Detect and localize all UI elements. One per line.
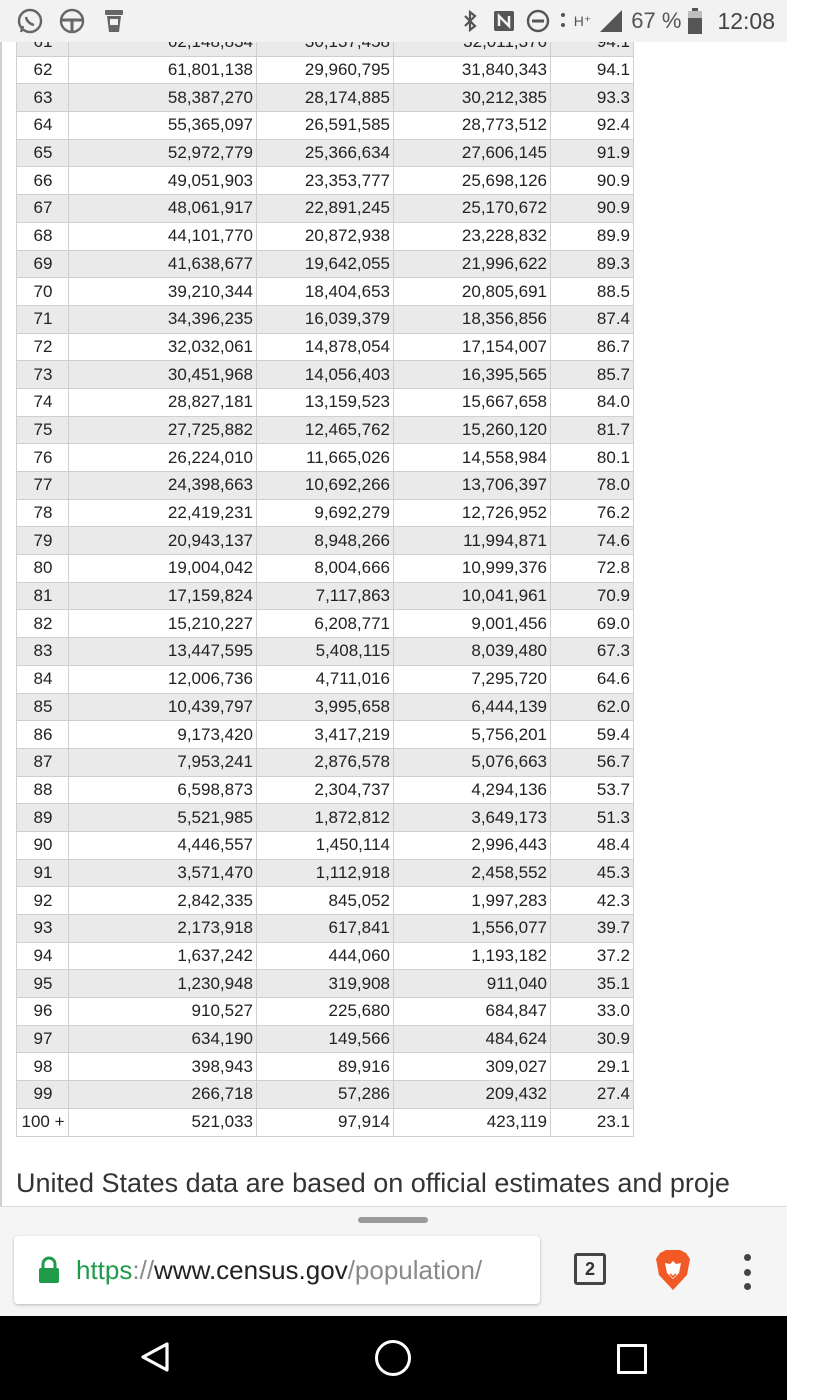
cell-ratio: 53.7: [551, 776, 634, 804]
cell-female: 18,356,856: [394, 305, 551, 333]
cell-total: 24,398,663: [69, 472, 257, 500]
cell-ratio: 91.9: [551, 139, 634, 167]
table-row: [17, 195, 634, 223]
cell-female: 423,119: [394, 1108, 551, 1136]
system-navigation-bar: [0, 1316, 787, 1400]
table-row: [17, 721, 634, 749]
cell-male: 14,878,054: [257, 333, 394, 361]
cell-ratio: 48.4: [551, 831, 634, 859]
table-row: [17, 499, 634, 527]
cell-male: 225,680: [257, 998, 394, 1026]
cell-male: 845,052: [257, 887, 394, 915]
cell-female: 20,805,691: [394, 278, 551, 306]
cell-total: 52,972,779: [69, 139, 257, 167]
cell-female: 5,076,663: [394, 748, 551, 776]
table-row: [17, 361, 634, 389]
cell-male: 2,876,578: [257, 748, 394, 776]
table-row: [17, 472, 634, 500]
cell-total: 7,953,241: [69, 748, 257, 776]
cell-total: 15,210,227: [69, 610, 257, 638]
cell-age: 89: [17, 804, 69, 832]
cell-total: 634,190: [69, 1025, 257, 1053]
cell-male: 12,465,762: [257, 416, 394, 444]
cell-male: 25,366,634: [257, 139, 394, 167]
cell-total: 12,006,736: [69, 665, 257, 693]
menu-dot: [744, 1254, 751, 1261]
system-icons: [456, 7, 787, 35]
table-row: [17, 250, 634, 278]
cell-age: 92: [17, 887, 69, 915]
cell-total: 10,439,797: [69, 693, 257, 721]
cell-ratio: 56.7: [551, 748, 634, 776]
cell-ratio: 72.8: [551, 555, 634, 583]
cell-total: 5,521,985: [69, 804, 257, 832]
cell-age: 90: [17, 831, 69, 859]
cell-female: 2,996,443: [394, 831, 551, 859]
menu-dot: [744, 1283, 751, 1290]
cell-total: 32,032,061: [69, 333, 257, 361]
cell-total: 26,224,010: [69, 444, 257, 472]
cell-ratio: 89.3: [551, 250, 634, 278]
cell-total: 521,033: [69, 1108, 257, 1136]
cell-total: 19,004,042: [69, 555, 257, 583]
tab-switcher-button[interactable]: [574, 1253, 606, 1285]
cell-total: 2,842,335: [69, 887, 257, 915]
cell-ratio: 81.7: [551, 416, 634, 444]
cell-age: 62: [17, 56, 69, 84]
table-row: [17, 112, 634, 140]
cell-total: 17,159,824: [69, 582, 257, 610]
status-bar: [0, 0, 787, 42]
cell-male: 23,353,777: [257, 167, 394, 195]
table-row: [17, 831, 634, 859]
cell-total: 28,827,181: [69, 388, 257, 416]
cell-ratio: 93.3: [551, 84, 634, 112]
cell-female: 17,154,007: [394, 333, 551, 361]
cell-female: 21,996,622: [394, 250, 551, 278]
cell-male: 3,995,658: [257, 693, 394, 721]
clock: 12:08: [717, 7, 775, 34]
cup-icon: [100, 7, 128, 35]
table-row: [17, 444, 634, 472]
cell-male: 22,891,245: [257, 195, 394, 223]
cell-ratio: 76.2: [551, 499, 634, 527]
cell-age: 80: [17, 555, 69, 583]
cell-male: 2,304,737: [257, 776, 394, 804]
cell-age: 81: [17, 582, 69, 610]
cell-ratio: 88.5: [551, 278, 634, 306]
back-button[interactable]: [138, 1340, 172, 1379]
data-source-note: United States data are based on official estimates and proje: [16, 1168, 730, 1198]
table-row: [17, 527, 634, 555]
battery-percent: 67 %: [631, 8, 682, 33]
cell-male: 6,208,771: [257, 610, 394, 638]
cell-ratio: 74.6: [551, 527, 634, 555]
table-row: [17, 776, 634, 804]
cell-ratio: 27.4: [551, 1081, 634, 1109]
url-separator: ://: [132, 1254, 155, 1285]
cell-total: 48,061,917: [69, 195, 257, 223]
cell-age: 86: [17, 721, 69, 749]
cell-total: 13,447,595: [69, 638, 257, 666]
cell-age: 85: [17, 693, 69, 721]
cell-total: 398,943: [69, 1053, 257, 1081]
table-row: [17, 555, 634, 583]
cell-total: 30,451,968: [69, 361, 257, 389]
cell-age: 64: [17, 112, 69, 140]
more-vert-icon[interactable]: [738, 1254, 756, 1290]
cell-age: 66: [17, 167, 69, 195]
table-row: [17, 665, 634, 693]
cell-age: 91: [17, 859, 69, 887]
cell-female: 684,847: [394, 998, 551, 1026]
table-row: [17, 970, 634, 998]
cell-ratio: 35.1: [551, 970, 634, 998]
cell-female: 10,041,961: [394, 582, 551, 610]
cell-age: 68: [17, 222, 69, 250]
cell-total: 55,365,097: [69, 112, 257, 140]
cell-total: 1,637,242: [69, 942, 257, 970]
cell-female: 484,624: [394, 1025, 551, 1053]
cell-total: 3,571,470: [69, 859, 257, 887]
table-row: [17, 942, 634, 970]
cell-ratio: 62.0: [551, 693, 634, 721]
cell-male: 18,404,653: [257, 278, 394, 306]
cell-female: 1,193,182: [394, 942, 551, 970]
cell-female: 1,556,077: [394, 915, 551, 943]
cell-male: 319,908: [257, 970, 394, 998]
cell-total: 39,210,344: [69, 278, 257, 306]
cell-female: 15,667,658: [394, 388, 551, 416]
cell-male: 5,408,115: [257, 638, 394, 666]
table-row: [17, 748, 634, 776]
cell-age: 79: [17, 527, 69, 555]
cell-age: 100 +: [17, 1108, 69, 1136]
cell-female: 31,840,343: [394, 56, 551, 84]
cell-ratio: 23.1: [551, 1108, 634, 1136]
cell-age: 76: [17, 444, 69, 472]
cell-ratio: 80.1: [551, 444, 634, 472]
cell-ratio: 45.3: [551, 859, 634, 887]
table-row: [17, 305, 634, 333]
cell-male: 617,841: [257, 915, 394, 943]
cell-ratio: 37.2: [551, 942, 634, 970]
url-path: /population/: [347, 1254, 483, 1285]
whatsapp-icon: [16, 7, 44, 35]
cell-ratio: 64.6: [551, 665, 634, 693]
url-text[interactable]: [76, 1255, 482, 1286]
cell-age: 69: [17, 250, 69, 278]
cell-male: 149,566: [257, 1025, 394, 1053]
cell-female: 12,726,952: [394, 499, 551, 527]
cell-male: 97,914: [257, 1108, 394, 1136]
cell-male: 1,112,918: [257, 859, 394, 887]
cell-total: 49,051,903: [69, 167, 257, 195]
table-row: [17, 638, 634, 666]
cell-female: 1,997,283: [394, 887, 551, 915]
cell-total: 9,173,420: [69, 721, 257, 749]
cell-female: 9,001,456: [394, 610, 551, 638]
cell-age: 93: [17, 915, 69, 943]
cell-total: 1,230,948: [69, 970, 257, 998]
cell-ratio: 87.4: [551, 305, 634, 333]
cell-male: 13,159,523: [257, 388, 394, 416]
table-row: [17, 915, 634, 943]
cell-female: 6,444,139: [394, 693, 551, 721]
cell-female: 911,040: [394, 970, 551, 998]
cell-age: 94: [17, 942, 69, 970]
table-row: [17, 1025, 634, 1053]
cell-male: 16,039,379: [257, 305, 394, 333]
cell-female: 30,212,385: [394, 84, 551, 112]
cell-age: 72: [17, 333, 69, 361]
cell-female: 8,039,480: [394, 638, 551, 666]
cell-male: 29,960,795: [257, 56, 394, 84]
cell-ratio: 84.0: [551, 388, 634, 416]
cell-ratio: 69.0: [551, 610, 634, 638]
cell-ratio: 92.4: [551, 112, 634, 140]
cell-total: 41,638,677: [69, 250, 257, 278]
table-row: [17, 56, 634, 84]
cell-male: 28,174,885: [257, 84, 394, 112]
cell-female: 27,606,145: [394, 139, 551, 167]
browser-toolbar: [0, 1206, 787, 1317]
cell-ratio: 42.3: [551, 887, 634, 915]
table-row: [17, 1108, 634, 1136]
cell-age: 95: [17, 970, 69, 998]
cell-male: 19,642,055: [257, 250, 394, 278]
cell-age: 70: [17, 278, 69, 306]
cell-female: 14,558,984: [394, 444, 551, 472]
cell-age: 73: [17, 361, 69, 389]
cell-total: 910,527: [69, 998, 257, 1026]
cell-age: 67: [17, 195, 69, 223]
web-page-content[interactable]: [0, 42, 787, 1206]
network-type: H⁺: [573, 13, 592, 29]
cell-age: 98: [17, 1053, 69, 1081]
cell-age: 82: [17, 610, 69, 638]
cell-total: 4,446,557: [69, 831, 257, 859]
cell-male: 1,872,812: [257, 804, 394, 832]
cell-male: 3,417,219: [257, 721, 394, 749]
bluetooth-icon: [456, 7, 484, 35]
cell-age: 74: [17, 388, 69, 416]
cell-age: 96: [17, 998, 69, 1026]
battery-icon: [687, 7, 703, 35]
table-row: [17, 139, 634, 167]
cell-male: 8,948,266: [257, 527, 394, 555]
cell-male: 1,450,114: [257, 831, 394, 859]
cell-ratio: 90.9: [551, 195, 634, 223]
cell-female: 13,706,397: [394, 472, 551, 500]
cell-age: 65: [17, 139, 69, 167]
cell-ratio: 30.9: [551, 1025, 634, 1053]
do-not-disturb-icon: [524, 7, 552, 35]
cell-total: 6,598,873: [69, 776, 257, 804]
vibrate-icon: [558, 7, 568, 35]
cell-female: 7,295,720: [394, 665, 551, 693]
cell-ratio: 67.3: [551, 638, 634, 666]
table-row: [17, 167, 634, 195]
cell-female: 15,260,120: [394, 416, 551, 444]
cell-total: 34,396,235: [69, 305, 257, 333]
cell-age: 99: [17, 1081, 69, 1109]
cell-age: 88: [17, 776, 69, 804]
cell-age: 97: [17, 1025, 69, 1053]
url-scheme: https: [76, 1254, 133, 1285]
cell-total: 61,801,138: [69, 56, 257, 84]
cell-age: 75: [17, 416, 69, 444]
notification-icons: [0, 7, 128, 35]
table-row: [17, 887, 634, 915]
cell-male: 11,665,026: [257, 444, 394, 472]
cell-female: 3,649,173: [394, 804, 551, 832]
cell-ratio: 33.0: [551, 998, 634, 1026]
cell-male: 20,872,938: [257, 222, 394, 250]
cell-age: 71: [17, 305, 69, 333]
url-bar[interactable]: [14, 1236, 540, 1304]
cell-total: 2,173,918: [69, 915, 257, 943]
home-button[interactable]: [375, 1340, 411, 1376]
cell-female: 209,432: [394, 1081, 551, 1109]
signal-icon: [597, 7, 625, 35]
menu-dot: [744, 1269, 751, 1276]
cell-age: 87: [17, 748, 69, 776]
table-row: [17, 998, 634, 1026]
cell-female: 28,773,512: [394, 112, 551, 140]
cell-female: 25,698,126: [394, 167, 551, 195]
cell-male: 4,711,016: [257, 665, 394, 693]
table-row: [17, 278, 634, 306]
content-left-border: [0, 42, 2, 1206]
cell-female: 309,027: [394, 1053, 551, 1081]
population-table: [16, 28, 634, 1137]
table-row: [17, 1081, 634, 1109]
table-row: [17, 333, 634, 361]
table-row: [17, 1053, 634, 1081]
lock-icon[interactable]: [38, 1257, 60, 1283]
cell-ratio: 78.0: [551, 472, 634, 500]
cell-ratio: 51.3: [551, 804, 634, 832]
cell-female: 10,999,376: [394, 555, 551, 583]
cell-male: 8,004,666: [257, 555, 394, 583]
url-host: www.census.gov: [154, 1254, 348, 1285]
cell-male: 7,117,863: [257, 582, 394, 610]
cell-female: 11,994,871: [394, 527, 551, 555]
cell-male: 89,916: [257, 1053, 394, 1081]
cell-total: 44,101,770: [69, 222, 257, 250]
recent-apps-button[interactable]: [617, 1344, 647, 1374]
cell-female: 16,395,565: [394, 361, 551, 389]
population-table-body: [17, 29, 634, 1137]
cell-ratio: 86.7: [551, 333, 634, 361]
bottom-sheet-handle[interactable]: [358, 1217, 428, 1223]
cell-total: 27,725,882: [69, 416, 257, 444]
cell-male: 57,286: [257, 1081, 394, 1109]
cell-female: 23,228,832: [394, 222, 551, 250]
cell-total: 20,943,137: [69, 527, 257, 555]
cell-female: 5,756,201: [394, 721, 551, 749]
cell-male: 444,060: [257, 942, 394, 970]
table-row: [17, 693, 634, 721]
table-row: [17, 582, 634, 610]
table-row: [17, 610, 634, 638]
table-row: [17, 416, 634, 444]
cell-ratio: 90.9: [551, 167, 634, 195]
cell-ratio: 89.9: [551, 222, 634, 250]
cell-age: 77: [17, 472, 69, 500]
cell-ratio: 85.7: [551, 361, 634, 389]
cell-age: 63: [17, 84, 69, 112]
cell-age: 83: [17, 638, 69, 666]
brave-lion-icon[interactable]: [654, 1249, 692, 1291]
cell-female: 25,170,672: [394, 195, 551, 223]
cell-ratio: 94.1: [551, 56, 634, 84]
cell-male: 9,692,279: [257, 499, 394, 527]
cell-total: 22,419,231: [69, 499, 257, 527]
cell-male: 26,591,585: [257, 112, 394, 140]
cell-total: 266,718: [69, 1081, 257, 1109]
cell-female: 2,458,552: [394, 859, 551, 887]
cell-total: 58,387,270: [69, 84, 257, 112]
table-row: [17, 84, 634, 112]
table-row: [17, 859, 634, 887]
table-row: [17, 388, 634, 416]
nfc-icon: [490, 7, 518, 35]
cell-ratio: 59.4: [551, 721, 634, 749]
cell-male: 10,692,266: [257, 472, 394, 500]
cell-ratio: 39.7: [551, 915, 634, 943]
steering-wheel-icon: [58, 7, 86, 35]
tab-count: 2: [584, 1258, 595, 1279]
table-row: [17, 222, 634, 250]
cell-age: 84: [17, 665, 69, 693]
cell-ratio: 29.1: [551, 1053, 634, 1081]
table-row: [17, 804, 634, 832]
cell-ratio: 70.9: [551, 582, 634, 610]
cell-male: 14,056,403: [257, 361, 394, 389]
cell-age: 78: [17, 499, 69, 527]
cell-female: 4,294,136: [394, 776, 551, 804]
